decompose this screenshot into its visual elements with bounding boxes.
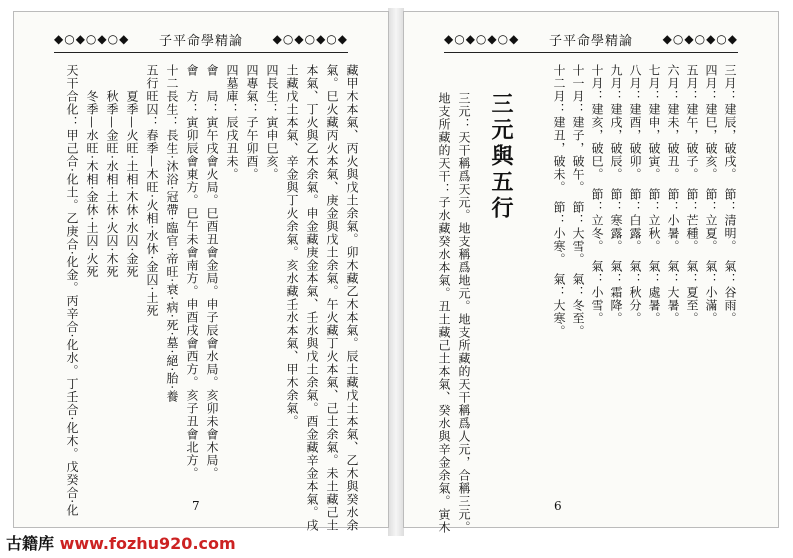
calendar-column: 十月：建亥，破巳。 節：立冬。 氣：小雪。	[590, 64, 604, 325]
text-column: 秋季—金旺·水相·土休·火囚·木死	[105, 64, 119, 279]
calendar-column: 九月：建戌，破辰。 節：寒露。 氣：霜降。	[609, 64, 623, 325]
ornament-icon: ◆○◆○◆○◆	[54, 32, 130, 46]
text-column: 氣。巳火藏丙火本氣、庚金與戊土余氣。午火藏丁火本氣、己土余氣。未土藏己土	[325, 64, 339, 532]
watermark-url: www.fozhu920.com	[59, 534, 236, 553]
text-column: 四長生：寅申巳亥。	[265, 64, 279, 181]
text-column: 四專氣：子午卯酉。	[245, 64, 259, 181]
body-column: 地支所藏的天干：子水藏癸水本氣。丑土藏己土本氣、癸水與辛金余氣。寅木	[437, 92, 451, 534]
calendar-column: 十一月：建子，破午。 節：大雪。 氣：冬至。	[571, 64, 585, 338]
text-column: 四墓庫：辰戌丑未。	[225, 64, 239, 181]
ornament-icon: ◆○◆○◆○◆	[444, 32, 520, 46]
calendar-column: 十二月：建丑，破未。 節：小寒。 氣：大寒。	[552, 64, 566, 338]
text-column: 天干合化：甲己合·化土。乙庚合·化金。丙辛合·化水。丁壬合·化木。戊癸合·化	[65, 64, 79, 518]
ornament-icon: ◆○◆○◆○◆	[662, 32, 738, 46]
book-spine	[388, 8, 404, 536]
text-column: 十二長生：長生·沐浴·冠帶·臨官·帝旺·衰·病·死·墓·絕·胎·養	[165, 64, 179, 403]
page-number: 6	[554, 499, 562, 513]
header-title: 子平命學精論	[158, 34, 243, 49]
left-page	[14, 12, 388, 532]
text-column: 藏甲木本氣、丙火與戊土余氣。卯木藏乙木本氣。辰土藏戊土本氣、乙木與癸水余	[345, 64, 359, 532]
calendar-column: 四月：建巳，破亥。 節：立夏。 氣：小滿。	[704, 64, 718, 325]
calendar-column: 七月：建申，破寅。 節：立秋。 氣：處暑。	[647, 64, 661, 325]
text-column: 會 方：寅卯辰會東方。巳午未會南方。申酉戌會西方。亥子丑會北方。	[185, 64, 199, 480]
site-watermark	[0, 530, 266, 558]
text-column: 土藏戊土本氣、辛金與丁火余氣。亥水藏壬水本氣、甲木余氣。	[285, 64, 299, 428]
text-column: 冬季—水旺·木相·金休·土囚·火死	[85, 64, 99, 279]
text-column: 會 局：寅午戌會火局。巳酉丑會金局。申子辰會水局。亥卯未會木局。	[205, 64, 219, 480]
header-title: 子平命學精論	[548, 34, 633, 49]
section-title: 三元與五行	[488, 92, 514, 222]
body-column: 三元：天干稱爲天元。地支稱爲地元。地支所藏的天干稱爲人元，合稱三元。	[457, 92, 471, 534]
calendar-column: 八月：建酉，破卯。 節：白露。 氣：秋分。	[628, 64, 642, 325]
calendar-column: 三月：建辰，破戌。 節：清明。 氣：谷雨。	[723, 64, 737, 325]
left-page-header	[54, 30, 348, 53]
text-column: 五行旺囚：春季—木旺·火相·水休·金囚·土死	[145, 64, 159, 318]
page-number: 7	[192, 499, 200, 513]
ornament-icon: ◆○◆○◆○◆	[272, 32, 348, 46]
calendar-column: 六月：建未，破丑。 節：小暑。 氣：大暑。	[666, 64, 680, 325]
watermark-label: 古籍库	[6, 534, 55, 553]
right-page	[404, 12, 778, 534]
text-column: 夏季—火旺·土相·木休·水囚·金死	[125, 64, 139, 279]
text-column: 本氣、丁火與乙木余氣。申金藏庚金本氣、壬水與戊土余氣。酉金藏辛金本氣。戌	[305, 64, 319, 532]
calendar-column: 五月：建午，破子。 節：芒種。 氣：夏至。	[685, 64, 699, 325]
right-page-header	[444, 30, 738, 53]
